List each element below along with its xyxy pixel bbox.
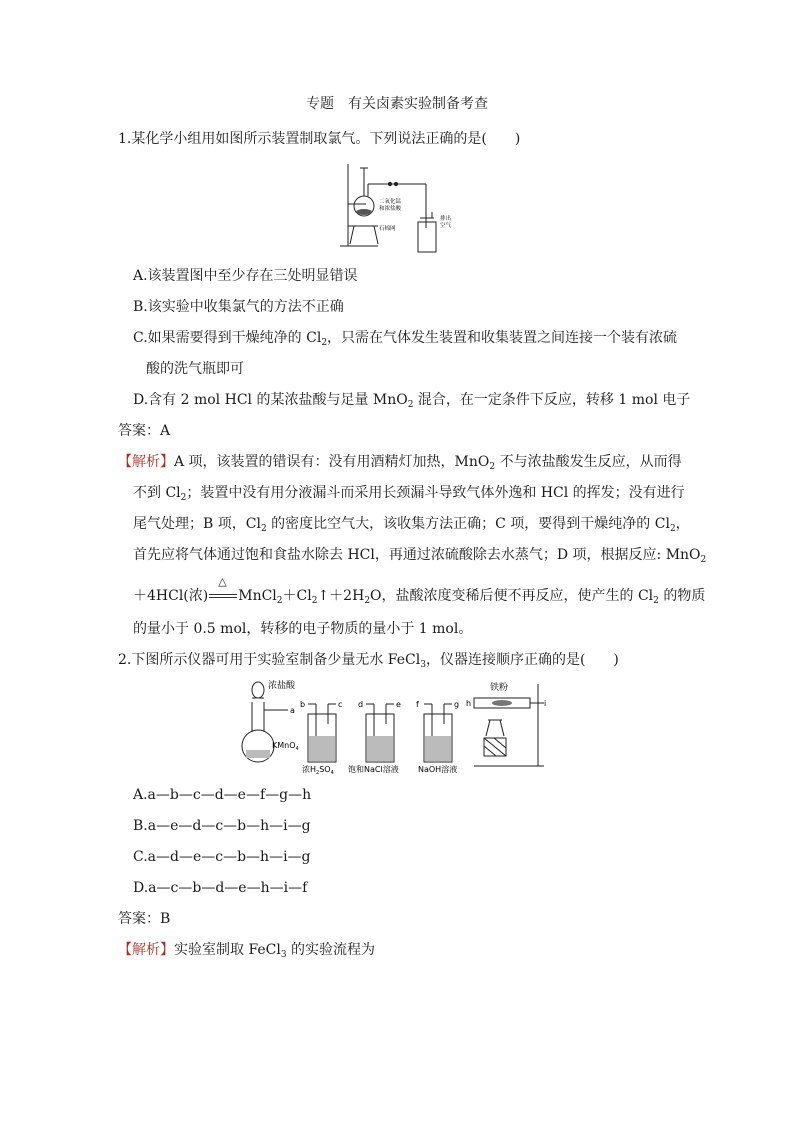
label-iron-powder: 铁粉 (490, 683, 509, 693)
q1-option-c-cont: 酸的洗气瓶即可 (146, 361, 244, 377)
q1-option-a: A.该装置图中至少存在三处明显错误 (133, 268, 358, 284)
port-d: d (358, 700, 364, 709)
q1-analysis-line-4: 首先应将气体通过饱和食盐水除去 HCl，再通过浓硫酸除去水蒸气；D 项，根据反应: MnO$_2$ (133, 547, 707, 565)
analysis-tag: 【解析】 (118, 454, 174, 470)
q1-option-d: D.含有 2 mol HCl 的某浓盐酸与足量 MnO$_2$ 混合，在一定条件下反应，转移 1 mol 电子 (133, 392, 691, 410)
page-title: 专题 有关卤素实验制备考查 (306, 96, 488, 112)
q2-option-c: C.a—d—e—c—b—h—i—g (133, 849, 311, 865)
port-g: g (454, 700, 460, 709)
q1-analysis-line-5: ＋4HCl(浓) △ $MnCl_2+Cl_2↑+2H_2O$，盐酸浓度变稀后便不再反应，使产生的 $Cl_2$ 的物质 (133, 575, 706, 606)
figure-label-exhaust: 排出 (440, 216, 452, 222)
q2-option-b: B.a—e—d—c—b—h—i—g (133, 818, 311, 834)
q2-answer: 答案：B (118, 911, 171, 927)
q2-option-d: D.a—c—b—d—e—h—i—f (133, 880, 308, 896)
q2-apparatus-figure (238, 676, 550, 776)
label-conc-hcl: 浓盐酸 (268, 681, 296, 691)
q1-analysis-line-3: 尾气处理；B 项，$Cl_2$ 的密度比空气大，该收集方法正确；C 项，要得到干燥纯净的 $Cl_2$， (133, 516, 690, 534)
label-conc-h2so4: 浓$H_2SO_4$ (302, 765, 334, 776)
q1-apparatus-figure (338, 160, 462, 256)
figure-label-hcl: 和浓盐酸 (379, 206, 402, 212)
port-c: c (338, 700, 343, 709)
q1-analysis-line-6: 的量小于 0.5 mol，转移的电子物质的量小于 1 mol。 (133, 621, 473, 637)
q2-option-a: A.a—b—c—d—e—f—g—h (133, 787, 312, 803)
q1-option-c: C.如果需要得到干燥纯净的 $Cl_2$，只需在气体发生装置和收集装置之间连接一个装有浓硫 (133, 330, 678, 348)
heat-arrow: △ (208, 586, 238, 606)
port-h: h (466, 699, 472, 708)
port-e: e (396, 700, 401, 709)
label-sat-nacl: 饱和NaCl溶液 (348, 765, 399, 774)
figure-label-mno2: 二氧化锰 (379, 199, 402, 205)
analysis-tag: 【解析】 (118, 942, 174, 958)
q1-stem: 1.某化学小组用如图所示装置制取氯气。下列说法正确的是( ) (118, 131, 521, 147)
q1-option-b: B.该实验中收集氯气的方法不正确 (133, 299, 344, 315)
q2-analysis: 【解析】实验室制取 FeCl$_3$ 的实验流程为 (118, 942, 376, 960)
port-i: i (544, 699, 547, 708)
q1-analysis-line-2: 不到 $Cl_2$；装置中没有用分液漏斗而采用长颈漏斗导致气体外逸和 HCl 的挥发；没有进行 (133, 485, 685, 503)
label-kmno4: KMnO$_4$ (272, 741, 299, 752)
label-naoh: NaOH溶液 (418, 765, 458, 774)
port-f: f (416, 700, 419, 709)
q2-stem: 2.下图所示仪器可用于实验室制备少量无水 FeCl$_3$，仪器连接顺序正确的是( ) (118, 652, 619, 670)
q1-answer: 答案：A (118, 423, 171, 439)
port-a: a (290, 706, 295, 715)
figure-label-air: 空气 (440, 223, 452, 229)
port-b: b (300, 700, 306, 709)
q1-analysis-line-1: 【解析】A 项，该装置的错误有：没有用酒精灯加热，MnO$_2$ 不与浓盐酸发生反应，从而得 (118, 454, 682, 472)
figure-label-gauze: 石棉网 (379, 226, 396, 232)
